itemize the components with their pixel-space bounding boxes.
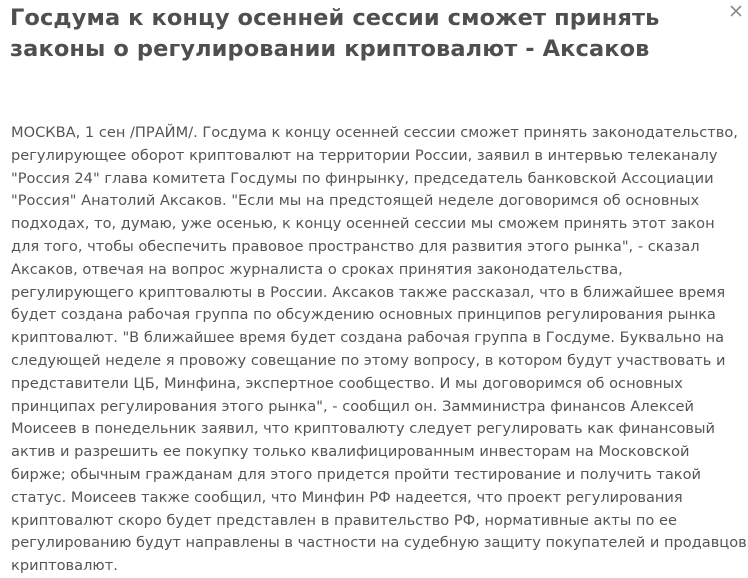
article-body: МОСКВА, 1 сен /ПРАЙМ/. Госдума к концу осенней сессии сможет принять законодательство, регулирующее оборот криптовалют на территории России, заявил в интервью телеканалу "Россия 24" глава комитета Госдумы по финрынку, председатель банковской Ассоциации "Россия" Анатолий Аксаков. "Если мы на предстоящей неделе договоримся об основных подходах, то, думаю, уже осенью, к концу осенней сессии мы сможем принять этот закон для того, чтобы обеспечить правовое пространство для развития этого рынка", - сказал Аксаков, отвечая на вопрос журналиста о сроках принятия законодательства, регулирующего криптовалюты в России. Аксаков также рассказал, что в ближайшее время будет создана рабочая группа по обсуждению основных принципов регулирования рынка криптовалют. "В ближайшее время будет создана рабочая группа в Госдуме. Буквально на следующей неделе я провожу совещание по этому вопросу, в котором будут участвовать и представители ЦБ, Минфина, экспертное сообщество. И мы договоримся об основных принципах регулирования этого рынка", - сообщил он. Замминистра финансов Алексей Моисеев в понедельник заявил, что криптовалюту следует регулировать как финансовый актив и разрешить ее покупку только квалифицированным инвесторам на Московской бирже; обычным гражданам для этого придется пройти тестирование и получить такой статус. Моисеев также сообщил, что Минфин РФ надеется, что проект регулирования криптовалют скоро будет представлен в правительство РФ, нормативные акты по ее регулированию будут направлены в частности на судебную защиту покупателей и продавцов криптовалют. (11, 124, 747, 575)
close-icon[interactable] (730, 4, 742, 16)
article-title: Госдума к концу осенней сессии сможет принять законы о регулировании криптовалют - Аксаков (10, 5, 660, 62)
